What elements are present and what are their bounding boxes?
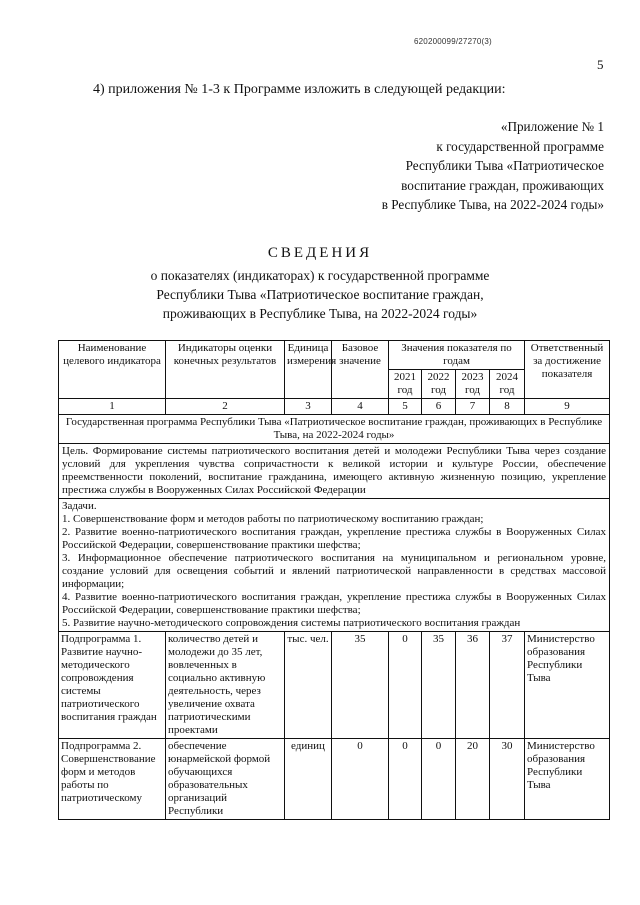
column-number: 2 (166, 399, 285, 415)
responsible: Министерство образования Республики Тыва (525, 739, 610, 820)
header-year-2021: 2021 год (389, 370, 422, 399)
value-2021: 0 (389, 739, 422, 820)
value-2024: 30 (490, 739, 525, 820)
appendix-line: воспитание граждан, проживающих (401, 177, 604, 193)
unit: тыс. чел. (285, 632, 332, 739)
value-2022: 35 (422, 632, 456, 739)
table-row (59, 739, 610, 820)
value-2021: 0 (389, 632, 422, 739)
unit: единиц (285, 739, 332, 820)
tasks-label: Задачи. (62, 500, 97, 512)
subtitle-line: проживающих в Республике Тыва, на 2022-2024 годы» (162, 306, 478, 321)
appendix-line: Республики Тыва «Патриотическое (405, 158, 604, 173)
header-base-value: Базовое значение (332, 341, 389, 399)
indicator-evaluation: количество детей и молодежи до 35 лет, вовлеченных в социально активную деятельность, через увеличение охвата патриотическими проектами (166, 632, 285, 739)
header-year-2023: 2023 год (456, 370, 490, 399)
base-value: 35 (332, 632, 389, 739)
header-year-2024: 2024 год (490, 370, 525, 399)
column-number: 4 (332, 399, 389, 415)
value-2024: 37 (490, 632, 525, 739)
column-number: 8 (490, 399, 525, 415)
column-number: 7 (456, 399, 490, 415)
header-unit: Единица измерения (285, 341, 332, 399)
indicator-name: Подпрограмма 2. Совершенствование форм и методов работы по патриотическому (59, 739, 166, 820)
goal-row: Цель. Формирование системы патриотического воспитания детей и молодежи Республики Тыва через создание условий для укрепления чувства сопричастности к великой истории и культуре России, обеспечение преемственности поколений, воспитание гражданина, имеющего активную жизненную позицию, укрепление престижа службы в Вооруженных Силах Российской Федерации (59, 444, 610, 499)
header-indicator-name: Наименование целевого индикатора (59, 341, 166, 399)
indicator-evaluation: обеспечение юнармейской формой обучающихся образовательных организаций Республики (166, 739, 285, 820)
header-indicator-evaluation: Индикаторы оценки конечных результатов (166, 341, 285, 399)
document-id: 620200099/27270(3) (414, 37, 492, 46)
document-title: СВЕДЕНИЯ (267, 245, 373, 261)
intro-paragraph: 4) приложения № 1-3 к Программе изложить в следующей редакции: (93, 82, 506, 97)
task-item: 2. Развитие военно-патриотического воспитания граждан, укрепление престижа службы в Вооруженных Силах Российской Федерации, совершенствование практики шефства; (62, 526, 607, 551)
appendix-line: в Республике Тыва, на 2022-2024 годы» (381, 197, 604, 212)
column-numbers-row (59, 399, 610, 415)
table-row (59, 632, 610, 739)
program-title-row: Государственная программа Республики Тыва «Патриотическое воспитание граждан, проживающих в Республике Тыва, на 2022-2024 годы» (59, 415, 610, 444)
subtitle-line: о показателях (индикаторах) к государственной программе (150, 268, 490, 283)
base-value: 0 (332, 739, 389, 820)
column-number: 3 (285, 399, 332, 415)
task-item: 4. Развитие военно-патриотического воспитания граждан, укрепление престижа службы в Вооруженных Силах Российской Федерации, совершенствование практики шефства; (62, 591, 607, 616)
column-number: 5 (389, 399, 422, 415)
header-responsible: Ответственный за достижение показателя (525, 341, 610, 399)
appendix-line: к государственной программе (436, 138, 604, 154)
task-item: 5. Развитие научно-методического сопровождения системы патриотического воспитания граждан (62, 617, 521, 629)
value-2022: 0 (422, 739, 456, 820)
header-year-2022: 2022 год (422, 370, 456, 399)
task-item: 1. Совершенствование форм и методов работы по патриотическому воспитанию граждан; (62, 513, 484, 525)
indicator-name: Подпрограмма 1. Развитие научно-методического сопровождения системы патриотического воспитания граждан (59, 632, 166, 739)
indicators-table (58, 340, 610, 820)
task-item: 3. Информационное обеспечение патриотического воспитания на муниципальном и региональном уровне, создание условий для освещения событий и явлений патриотической направленности в средствах массовой информации; (62, 552, 607, 590)
column-number: 9 (525, 399, 610, 415)
responsible: Министерство образования Республики Тыва (525, 632, 610, 739)
tasks-row (59, 499, 610, 632)
appendix-line: «Приложение № 1 (500, 119, 604, 134)
column-number: 1 (59, 399, 166, 415)
value-2023: 36 (456, 632, 490, 739)
page-number: 5 (597, 57, 604, 72)
header-values-by-year: Значения показателя по годам (389, 341, 525, 370)
value-2023: 20 (456, 739, 490, 820)
appendix-header (330, 117, 604, 215)
subtitle-line: Республики Тыва «Патриотическое воспитание граждан, (156, 287, 484, 302)
column-number: 6 (422, 399, 456, 415)
document-subtitle (90, 266, 550, 323)
